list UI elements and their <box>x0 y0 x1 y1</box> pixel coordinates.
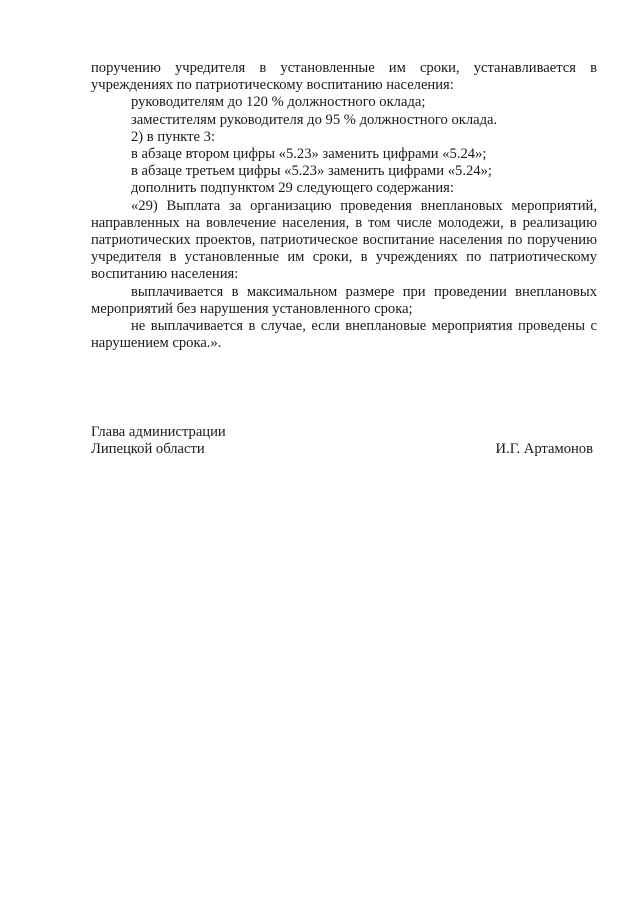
signatory-name: И.Г. Артамонов <box>495 441 593 458</box>
paragraph-9: выплачивается в максимальном размере при проведении внеплановых мероприятий без нарушения установленного срока; <box>91 283 597 317</box>
paragraph-10: не выплачивается в случае, если внеплановые мероприятия проведены с нарушением срока.». <box>91 318 597 352</box>
signature-block <box>91 424 593 458</box>
signature-title-line-2: Липецкой области <box>91 441 205 458</box>
paragraph-2: руководителям до 120 % должностного оклада; <box>131 94 426 111</box>
signature-title-line-1: Глава администрации <box>91 424 226 440</box>
paragraph-1: поручению учредителя в установленные им сроки, устанавливается в учреждениях по патриотическому воспитанию населения: <box>91 60 597 94</box>
paragraph-5: в абзаце втором цифры «5.23» заменить цифрами «5.24»; <box>131 146 487 163</box>
document-body <box>91 60 597 352</box>
paragraph-3: заместителям руководителя до 95 % должностного оклада. <box>131 111 498 128</box>
paragraph-7: дополнить подпунктом 29 следующего содержания: <box>131 180 454 197</box>
paragraph-8: «29) Выплата за организацию проведения внеплановых мероприятий, направленных на вовлечение населения, в том числе молодежи, в реализацию патриотических проектов, патриотическое воспитание населения по поручению учредителя в установленные им сроки, в учреждениях по патриотическому воспитанию населения: <box>91 197 597 283</box>
paragraph-6: в абзаце третьем цифры «5.23» заменить цифрами «5.24»; <box>131 163 492 180</box>
signature-row <box>91 441 593 458</box>
paragraph-4: 2) в пункте 3: <box>131 128 216 145</box>
